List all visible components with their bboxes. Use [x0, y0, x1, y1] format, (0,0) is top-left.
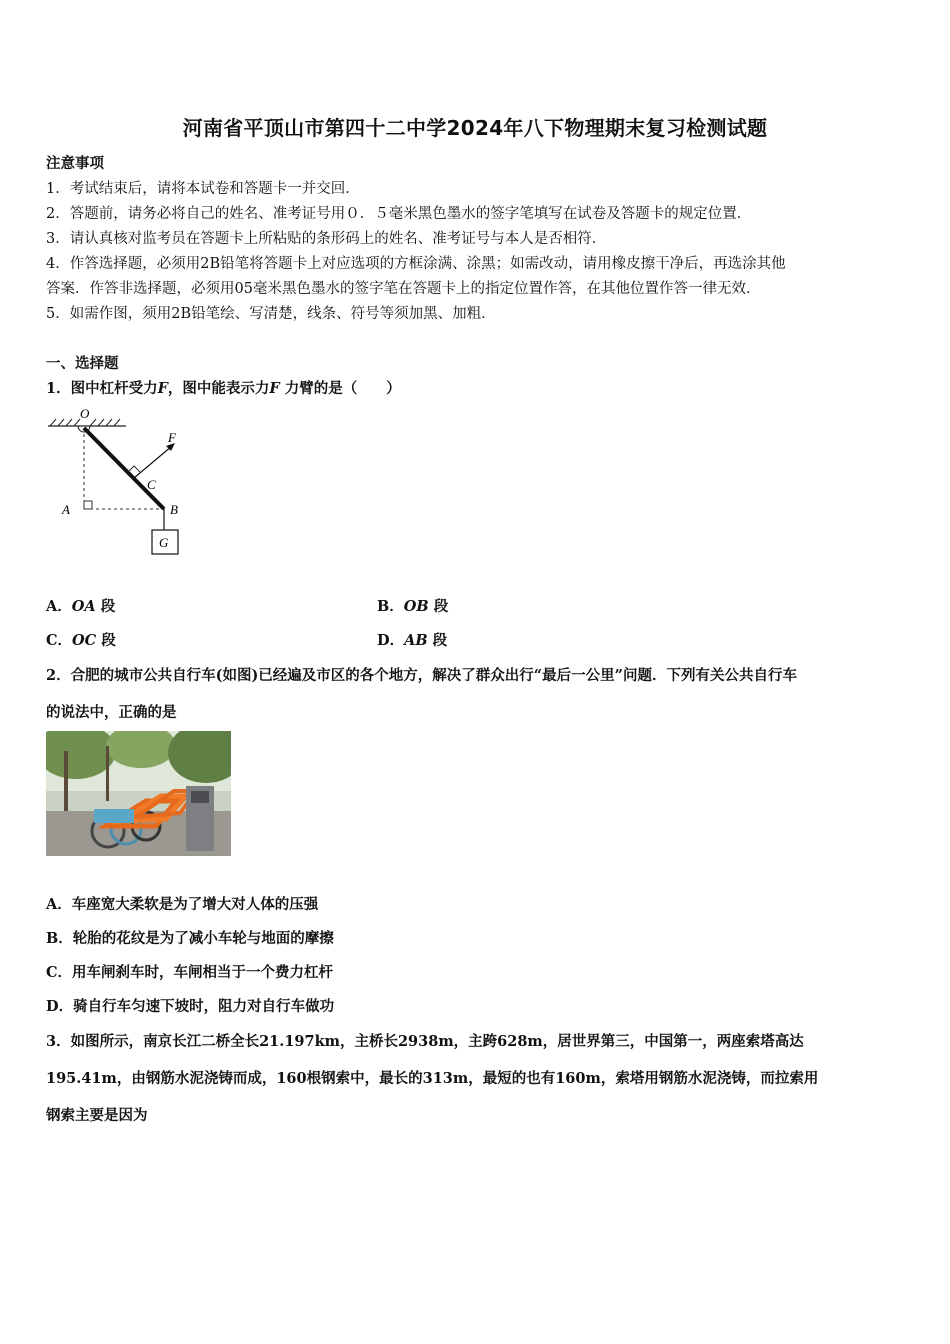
- option-suffix: 段: [428, 598, 449, 615]
- notice-item: 2．答题前，请务必将自己的姓名、准考证号用０．５毫米黑色墨水的签字笔填写在试卷及答题卡的规定位置．: [46, 206, 752, 222]
- question-3-line-1: 3．如图所示，南京长江二桥全长21.197km，主桥长2938m，主跨628m，居世界第三，中国第一，两座索塔高达: [46, 1033, 804, 1050]
- q1-option-c[interactable]: [46, 629, 116, 650]
- q1-stem-mid: ，图中能表示力: [167, 380, 270, 397]
- right-angle-C: [128, 466, 140, 472]
- option-letter: A．: [46, 598, 72, 615]
- lever-diagram: [44, 402, 194, 560]
- option-suffix: 段: [95, 598, 116, 615]
- notice-item: 1．考试结束后，请将本试卷和答题卡一并交回．: [46, 181, 360, 197]
- notice-item: 答案．作答非选择题，必须用05毫米黑色墨水的签字笔在答题卡上的指定位置作答，在其他位置作答一律无效．: [46, 281, 761, 297]
- option-letter: D．: [377, 632, 405, 649]
- label-A: A: [62, 502, 70, 517]
- right-angle-A: [84, 501, 92, 509]
- option-segment: OB: [403, 598, 429, 615]
- question-2-stem-line-1: 2．合肥的城市公共自行车(如图)已经遍及市区的各个地方，解决了群众出行“最后一公里”问题．下列有关公共自行车: [46, 667, 797, 684]
- q1-force-symbol: F: [269, 380, 280, 397]
- question-3-line-2: 195.41m，由钢筋水泥浇铸而成，160根钢索中，最长的313m，最短的也有160m，索塔用钢筋水泥浇铸，而拉索用: [46, 1070, 819, 1087]
- question-3-line-3: 钢索主要是因为: [46, 1107, 148, 1124]
- label-C: C: [147, 477, 156, 492]
- label-O: O: [80, 406, 90, 421]
- q1-stem-prefix: 1．图中杠杆受力: [46, 380, 158, 397]
- option-letter: B．: [377, 598, 404, 615]
- q2-option-a[interactable]: A．车座宽大柔软是为了增大对人体的压强: [46, 896, 319, 913]
- q1-option-b[interactable]: [377, 595, 448, 616]
- lever-bar: [84, 428, 164, 509]
- section-heading: 一、选择题: [46, 355, 119, 372]
- q1-force-symbol: F: [157, 380, 168, 397]
- label-B: B: [170, 502, 178, 517]
- q1-stem-suffix: 力臂的是（ ）: [279, 380, 401, 397]
- option-suffix: 段: [96, 632, 116, 649]
- option-segment: OC: [72, 632, 97, 649]
- notice-item: 4．作答选择题，必须用2B铅笔将答题卡上对应选项的方框涂满、涂黑；如需改动，请用橡皮擦干净后，再选涂其他: [46, 256, 786, 272]
- q2-option-c[interactable]: C．用车闸刹车时，车闸相当于一个费力杠杆: [46, 964, 334, 981]
- option-segment: OA: [71, 598, 96, 615]
- label-G: G: [159, 535, 169, 550]
- q1-option-a[interactable]: [46, 595, 115, 616]
- page-title: 河南省平顶山市第四十二中学2024年八下物理期末复习检测试题: [182, 116, 768, 140]
- question-2-stem-line-2: 的说法中，正确的是: [46, 704, 177, 721]
- q2-option-d[interactable]: D．骑自行车匀速下坡时，阻力对自行车做功: [46, 998, 335, 1015]
- option-suffix: 段: [427, 632, 448, 649]
- q1-option-d[interactable]: [377, 629, 447, 650]
- option-segment: AB: [404, 632, 428, 649]
- notice-item: 5．如需作图，须用2B铅笔绘、写清楚，线条、符号等须加黑、加粗．: [46, 306, 496, 322]
- label-F: F: [168, 430, 176, 445]
- q2-option-b[interactable]: B．轮胎的花纹是为了减小车轮与地面的摩擦: [46, 930, 334, 947]
- question-1-stem: [46, 377, 401, 398]
- bicycle-photo: [46, 731, 231, 856]
- force-line: [134, 446, 172, 478]
- notice-item: 3．请认真核对监考员在答题卡上所粘贴的条形码上的姓名、准考证号与本人是否相符．: [46, 231, 607, 247]
- notice-heading: 注意事项: [46, 155, 104, 172]
- option-letter: C．: [46, 632, 73, 649]
